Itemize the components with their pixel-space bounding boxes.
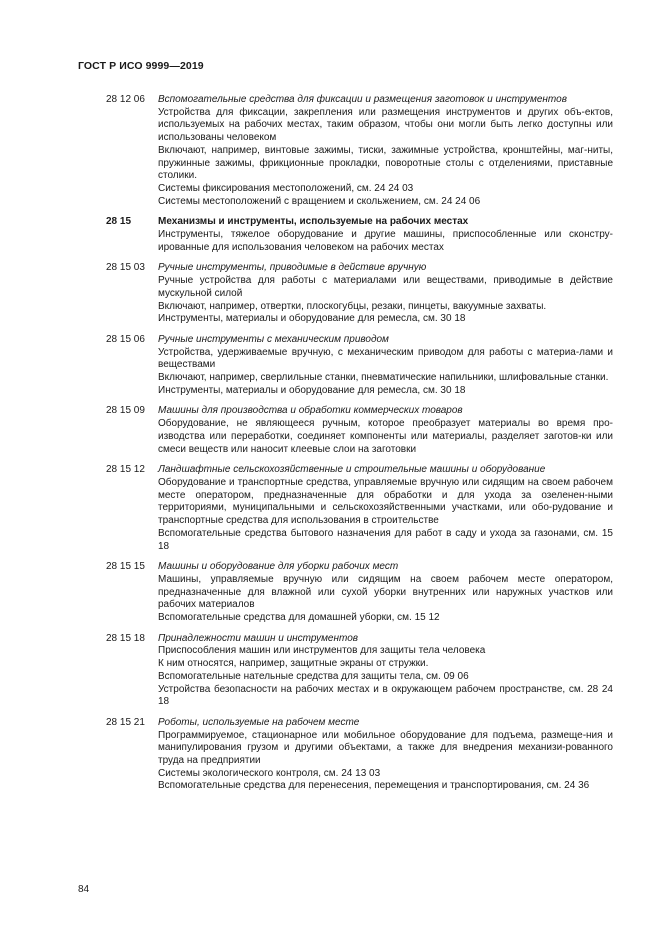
entry-line: Системы местоположений с вращением и скольжением, см. 24 24 06 [158, 195, 481, 207]
entry-28-12-06 [0, 94, 661, 208]
entry-title: Механизмы и инструменты, используемые на рабочих местах [158, 216, 469, 228]
entry-title: Машины для производства и обработки коммерческих товаров [158, 405, 463, 417]
entry-code: 28 15 03 [106, 262, 145, 274]
entry-code: 28 15 15 [106, 561, 145, 573]
entry-line: Оборудование и транспортные средства, управляемые вручную или сидящим на своем рабочем месте оператором, предназначенные для обработки и для ухода за озеленен-ными территориями, муниципальными и сельскохозяйственными участками, или обо-рудование и транспортные средства для использования в строительстве [158, 476, 613, 527]
entry-line: Включают, например, винтовые зажимы, тиски, зажимные устройства, кронштейны, маг-ниты, пружинные зажимы, фрикционные прокладки, поворотные столы с отделениями, приставные столики. [158, 144, 613, 182]
entry-28-15-03 [0, 262, 661, 326]
entry-line: Вспомогательные средства для перенесения, перемещения и транспортирования, см. 24 36 [158, 780, 590, 792]
entry-line: Оборудование, не являющееся ручным, которое преобразует материалы во время про-изводства или переработки, соединяет компоненты или материалы, разделяет заготов-ки или смеси веществ или наносит клеевые слои на заготовки [158, 418, 613, 455]
entry-28-15-12 [0, 464, 661, 553]
entry-code: 28 15 12 [106, 464, 145, 476]
entry-line: Включают, например, отвертки, плоскогубцы, резаки, пинцеты, вакуумные захваты. [158, 300, 547, 312]
entry-code: 28 15 09 [106, 405, 145, 417]
entry-28-15-18 [0, 633, 661, 709]
classification-entries [0, 94, 661, 801]
entry-line: Вспомогательные средства бытового назначения для работ в саду и ухода за газонами, см. 15 18 [158, 527, 613, 552]
entry-line: Системы фиксирования местоположений, см. 24 24 03 [158, 182, 414, 194]
entry-title: Ландшафтные сельскохозяйственные и строительные машины и оборудование [158, 464, 546, 476]
entry-line: Вспомогательные нательные средства для защиты тела, см. 09 06 [158, 670, 469, 682]
entry-line: Вспомогательные средства для домашней уборки, см. 15 12 [158, 612, 440, 624]
entry-title: Принадлежности машин и инструментов [158, 632, 358, 644]
entry-line: Включают, например, сверлильные станки, пневматические напильники, шлифовальные станки. [158, 372, 609, 384]
entry-28-15-21 [0, 717, 661, 793]
entry-line: К ним относятся, например, защитные экраны от стружки. [158, 658, 429, 670]
entry-28-15 [0, 216, 661, 254]
entry-title: Ручные инструменты с механическим приводом [158, 333, 389, 345]
entry-line: Устройства для фиксации, закрепления или размещения инструментов и других объ-ектов, используемых на рабочих местах, таким образом, чтобы они могли быть легко доступны или использованы человеком [158, 106, 613, 144]
entry-title: Машины и оборудование для уборки рабочих мест [158, 561, 399, 573]
entry-code: 28 15 [106, 216, 132, 228]
entry-code: 28 15 21 [106, 716, 145, 728]
entry-code: 28 15 18 [106, 632, 145, 644]
entry-line: Инструменты, тяжелое оборудование и другие машины, приспособленные или сконстру-ированные для использования человеком на рабочих местах [158, 229, 613, 253]
entry-line: Устройства, удерживаемые вручную, с механическим приводом для работы с материа-лами и веществами [158, 346, 613, 371]
entry-title: Роботы, используемые на рабочем месте [158, 716, 360, 728]
page-number: 84 [78, 884, 90, 895]
entry-line: Устройства безопасности на рабочих местах и в окружающем рабочем пространстве, см. 28 24 18 [158, 683, 613, 708]
entry-line: Ручные устройства для работы с материалами или веществами, приводимые в действие мускульной силой [158, 275, 613, 299]
entry-code: 28 15 06 [106, 333, 145, 345]
entry-line: Приспособления машин или инструментов для защиты тела человека [158, 645, 486, 657]
entry-line: Инструменты, материалы и оборудование для ремесла, см. 30 18 [158, 313, 466, 325]
entry-code: 28 12 06 [106, 94, 145, 105]
entry-line: Программируемое, стационарное или мобильное оборудование для подъема, размеще-ния и манипулирования грузом и другими объектами, а также для внедрения механизи-рованного труда на предприятии [158, 729, 613, 767]
entry-28-15-09 [0, 405, 661, 456]
entry-line: Инструменты, материалы и оборудование для ремесла, см. 30 18 [158, 384, 466, 396]
entry-line: Машины, управляемые вручную или сидящим на своем рабочем месте оператором, предназначенные для влажной или сухой уборки внутренних или наружных участков или рабочих материалов [158, 573, 613, 611]
entry-title: Ручные инструменты, приводимые в действие вручную [158, 262, 427, 274]
entry-line: Системы экологического контроля, см. 24 13 03 [158, 767, 381, 779]
entry-title: Вспомогательные средства для фиксации и размещения заготовок и инструментов [158, 94, 567, 105]
document-header: ГОСТ Р ИСО 9999—2019 [78, 60, 204, 72]
entry-28-15-15 [0, 561, 661, 625]
entry-28-15-06 [0, 334, 661, 398]
